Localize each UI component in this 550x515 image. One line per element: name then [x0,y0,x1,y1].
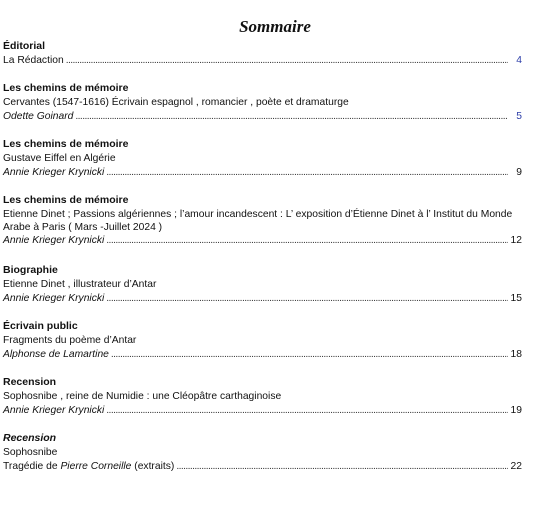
entry-author: Annie Krieger Krynicki [3,293,105,304]
section-heading: Éditorial [3,40,46,52]
page-number: 12 [510,235,522,246]
entry-suffix: (extraits) [131,461,175,472]
toc-entry[interactable] [3,234,522,248]
article-title: Gustave Eiffel en Algérie [3,153,116,164]
section-heading: Écrivain public [3,320,78,332]
toc-section-editorial [3,40,522,68]
article-title: Cervantes (1547-1616) Écrivain espagnol , romancier , poète et dramaturge [3,97,349,108]
entry-label [3,460,174,473]
toc-section-cervantes [3,82,522,124]
toc-entry[interactable] [3,404,522,418]
dot-leader [66,54,508,67]
toc-entry[interactable] [3,166,522,180]
entry-author: Annie Krieger Krynicki [3,405,105,416]
article-title: Etienne Dinet ; Passions algériennes ; l’amour incandescent : L’ exposition d’Étienne Dinet à l’ Institut du Monde Arabe à Paris ( Mars -Juillet 2024 ) [3,209,513,233]
page-title: Sommaire [239,17,311,36]
article-title: Sophosnibe [3,447,58,458]
section-heading: Recension [3,376,57,388]
section-heading: Les chemins de mémoire [3,194,129,206]
dot-leader [75,110,508,123]
entry-author: Odette Goinard [3,111,74,122]
entry-author: Annie Krieger Krynicki [3,167,105,178]
page-number: 18 [510,349,522,360]
toc-entry[interactable] [3,54,522,68]
section-heading: Les chemins de mémoire [3,82,129,94]
page-number: 5 [516,111,522,122]
dot-leader [106,292,508,305]
toc-section-biographie [3,264,522,306]
entry-author: Alphonse de Lamartine [3,349,109,360]
article-title: Sophosnibe , reine de Numidie : une Cléopâtre carthaginoise [3,391,282,402]
toc-section-recension-1 [3,376,522,418]
dot-leader [106,166,508,179]
page-number: 19 [510,405,522,416]
toc-section-eiffel [3,138,522,180]
page-number: 4 [516,55,522,66]
entry-label: La Rédaction [3,55,64,66]
dot-leader [111,348,508,361]
section-heading: Recension [3,432,57,444]
section-heading: Les chemins de mémoire [3,138,129,150]
toc-section-dinet [3,194,533,248]
dot-leader [176,460,508,473]
toc-entry[interactable] [3,348,522,362]
dot-leader [106,234,508,247]
toc-section-ecrivain-public [3,320,522,362]
toc-entry[interactable] [3,460,522,474]
page-number: 22 [510,461,522,472]
entry-author: Annie Krieger Krynicki [3,235,105,246]
article-title: Etienne Dinet , illustrateur d’Antar [3,279,157,290]
dot-leader [106,404,508,417]
article-title: Fragments du poème d’Antar [3,335,137,346]
entry-prefix: Tragédie de [3,461,61,472]
toc-section-recension-2 [3,432,522,474]
toc-entry[interactable] [3,292,522,306]
page-number: 9 [516,167,522,178]
section-heading: Biographie [3,264,58,276]
toc-entry[interactable] [3,110,522,124]
page-number: 15 [510,293,522,304]
entry-author: Pierre Corneille [60,461,132,472]
